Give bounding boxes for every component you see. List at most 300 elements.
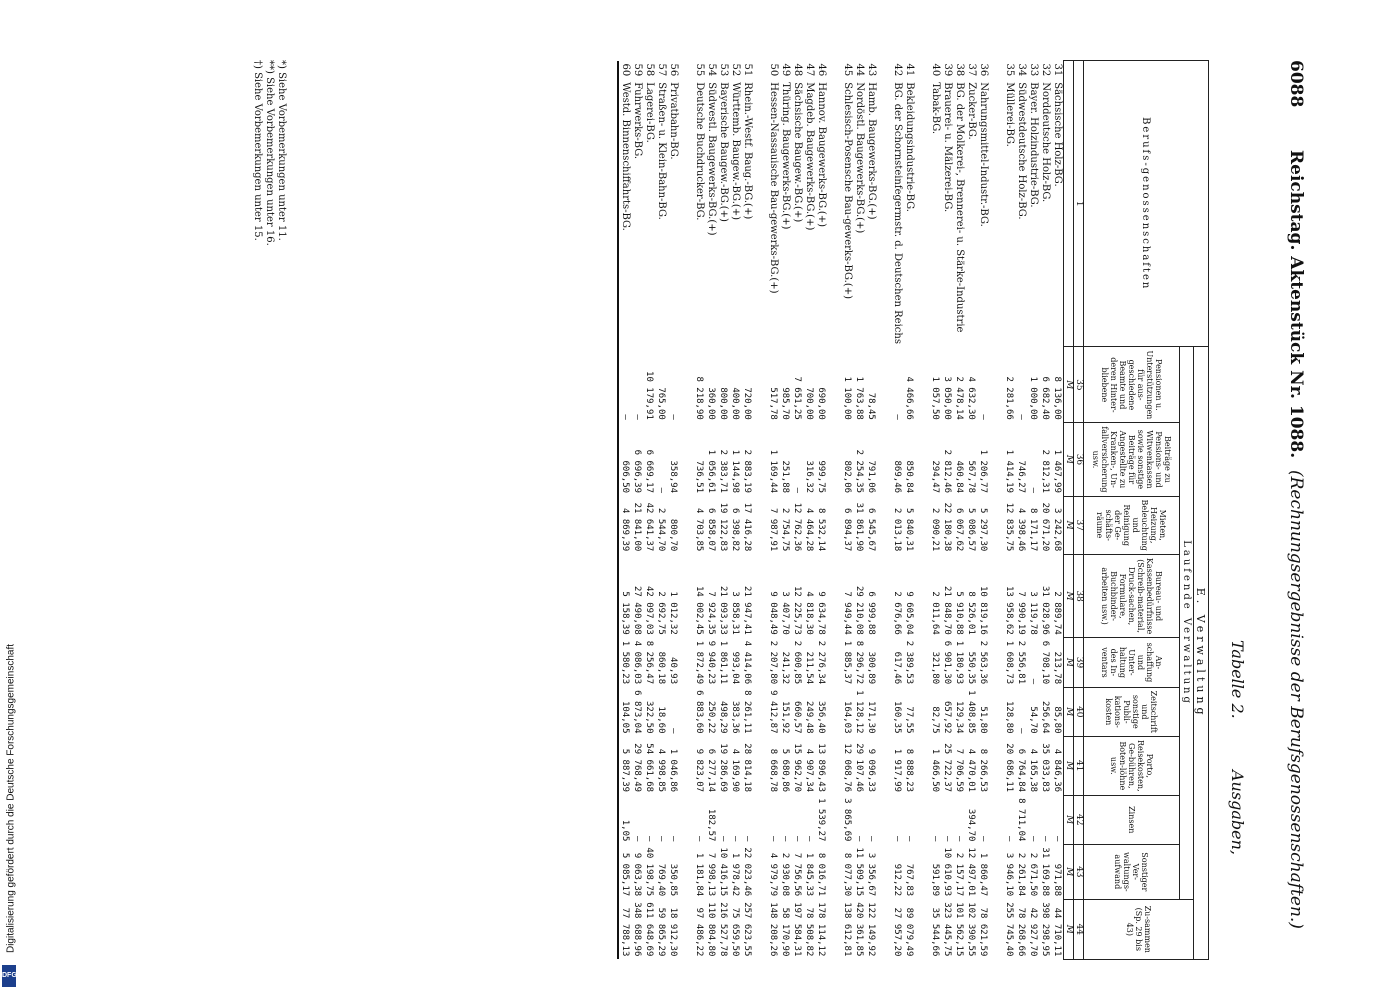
column-number-row — [1074, 61, 1084, 960]
value-cell: 171,30 — [866, 700, 876, 734]
column-number: 43 — [1074, 844, 1084, 899]
value-cell: 160,35 — [892, 700, 902, 734]
value-cell: — — [668, 414, 678, 420]
value-cell: 700,00 — [804, 387, 814, 420]
value-cell: 4 086,03 — [632, 640, 642, 685]
value-cell: — — [1028, 678, 1038, 685]
value-cell: — — [632, 836, 642, 842]
group-spacer — [753, 61, 767, 960]
row-name: Rhein.-Westf. Baug.-BG.(+) — [742, 82, 753, 220]
value-cell: 13 958,62 — [1004, 585, 1014, 635]
value-cell: 40 198,75 — [644, 847, 654, 897]
value-cell: 6 067,62 — [954, 508, 964, 552]
row-number: 38 — [954, 63, 965, 77]
row-number: 39 — [942, 63, 953, 77]
value-cell: — — [904, 836, 914, 842]
value-cell: 2 281,66 — [1004, 376, 1014, 420]
value-cell: 5 840,31 — [904, 508, 914, 552]
value-cell: 1 861,11 — [718, 640, 728, 685]
table-row — [1039, 61, 1051, 960]
group-spacer-cell — [915, 61, 929, 960]
row-number: 45 — [842, 63, 853, 77]
value-cell: 78 268,66 — [1016, 907, 1026, 957]
value-cell: 1 466,50 — [930, 748, 940, 793]
value-cell: 1 128,12 — [854, 690, 864, 734]
value-cell: 2 261,84 — [1016, 852, 1026, 897]
value-cell: 1 414,19 — [1004, 449, 1014, 494]
value-cell: 27 957,20 — [892, 907, 902, 957]
value-cell: 31 028,96 — [1040, 585, 1050, 635]
row-number: 33 — [1028, 63, 1039, 77]
table-row — [865, 61, 877, 960]
row-name: Norddeutsche Holz-BG. — [1040, 82, 1051, 203]
value-cell: 104,05 — [620, 700, 630, 734]
col-header-42: Zinsen — [1084, 795, 1180, 844]
table-row — [803, 61, 815, 960]
value-cell: 660,57 — [792, 700, 802, 734]
col-header-44: Zu-sammen (Sp. 29 bis 43) — [1084, 899, 1194, 959]
value-cell: 18 912,30 — [668, 907, 678, 957]
value-cell: 1 467,99 — [1052, 449, 1062, 494]
value-cell: 5 085,17 — [620, 852, 630, 897]
table-body — [615, 61, 1064, 960]
value-cell: 802,06 — [842, 460, 852, 494]
value-cell: 791,06 — [866, 460, 876, 494]
row-number: 32 — [1040, 63, 1051, 77]
value-cell: 360,00 — [706, 387, 716, 420]
value-cell: — — [978, 836, 988, 842]
row-number: 59 — [632, 63, 643, 77]
value-cell: 2 556,81 — [1016, 640, 1026, 685]
row-name: Deutsche Buchdrucker-BG. — [694, 82, 705, 221]
value-cell: — — [1004, 836, 1014, 842]
col-header-berufsgenossenschaften: Berufs-genossenschaften — [1084, 61, 1209, 347]
table-row — [655, 61, 667, 960]
row-name: BG. der Molkerei-, Brennerei- u. Stärke-Industrie — [954, 82, 965, 333]
value-cell: 7 706,59 — [954, 748, 964, 793]
value-cell: 8 668,78 — [768, 748, 778, 793]
footnotes — [251, 60, 287, 246]
value-cell: 128,80 — [1004, 700, 1014, 734]
value-cell: 736,51 — [694, 460, 704, 494]
table-bottom-rule-cell — [615, 61, 618, 960]
table-row — [1051, 61, 1064, 960]
value-cell: 12 835,75 — [1004, 502, 1014, 552]
value-cell: 1 056,61 — [706, 449, 716, 494]
value-cell: 350,85 — [668, 863, 678, 897]
table-header-row-1 — [1194, 61, 1209, 960]
value-cell: 323 445,75 — [942, 902, 952, 957]
row-name: Bayerische Baugew.-BG.(+) — [718, 82, 729, 222]
group-spacer — [679, 61, 693, 960]
value-cell: 164,03 — [842, 700, 852, 734]
value-cell: 4 398,46 — [1016, 508, 1026, 552]
value-cell: — — [656, 836, 666, 842]
row-number: 57 — [656, 63, 667, 77]
row-name: Schlesisch-Posensche Bau-gewerks-BG.(+) — [842, 82, 853, 300]
value-cell: 42 097,03 — [644, 585, 654, 635]
value-cell: 316,32 — [804, 460, 814, 494]
table-row — [767, 61, 779, 960]
value-cell: 8 256,47 — [644, 640, 654, 685]
row-number: 58 — [644, 63, 655, 77]
value-cell: 10 179,91 — [644, 371, 654, 420]
value-cell: 591,89 — [930, 863, 940, 897]
value-cell: 29 210,08 — [854, 585, 864, 635]
value-cell: 999,75 — [816, 460, 826, 494]
value-cell: 6 682,40 — [1040, 376, 1050, 420]
value-cell: — — [632, 414, 642, 420]
value-cell: 35 544,66 — [930, 907, 940, 957]
value-cell: 9 940,23 — [706, 640, 716, 685]
row-name: Hessen-Nassauische Bau-gewerks-BG.(+) — [768, 82, 779, 294]
value-cell: 27 490,08 — [632, 585, 642, 635]
unit-cell: M — [1064, 423, 1074, 496]
value-cell: 2 478,14 — [954, 376, 964, 420]
value-cell: 8 261,11 — [742, 690, 752, 734]
value-cell: 8 171,17 — [1028, 508, 1038, 552]
value-cell: 1 763,88 — [854, 376, 864, 420]
value-cell: 420 361,85 — [854, 902, 864, 957]
column-number: 39 — [1074, 638, 1084, 687]
value-cell: 213,78 — [1052, 651, 1062, 685]
col-header-40: Zeitschrift und sonstige Publi-kations-kosten — [1084, 687, 1180, 736]
value-cell: 800,70 — [668, 518, 678, 552]
group-spacer-cell — [679, 61, 693, 960]
value-cell: 8 888,23 — [904, 748, 914, 793]
publication-title: Reichstag. Aktenstück Nr. 1088. — [1286, 150, 1306, 459]
value-cell: 77 788,13 — [620, 907, 630, 957]
col-header-37: Mieten, Heizung, Beleuchtung und Reinigung der Ge-schäfts-räume — [1084, 496, 1180, 554]
row-number: 36 — [978, 63, 989, 77]
row-name: Thüring. Baugewerks-BG.(+) — [780, 82, 791, 230]
value-cell: 4 869,39 — [620, 508, 630, 552]
value-cell: 21 841,00 — [632, 502, 642, 552]
value-cell: 12 497,01 — [966, 847, 976, 897]
value-cell: 1 012,32 — [668, 591, 678, 635]
value-cell: — — [792, 487, 802, 494]
value-cell: 3 050,00 — [942, 376, 952, 420]
value-cell: 356,40 — [816, 700, 826, 734]
row-name: Magdeb. Baugewerks-BG.(+) — [804, 82, 815, 231]
value-cell: 251,88 — [780, 460, 790, 494]
table-row — [815, 61, 827, 960]
value-cell: 9 048,49 — [768, 591, 778, 635]
value-cell: 850,84 — [904, 460, 914, 494]
value-cell: 720,00 — [742, 387, 752, 420]
row-number: 54 — [706, 63, 717, 77]
row-name: Bekleidungsindustrie-BG. — [904, 82, 915, 212]
row-name: Brauerei- u. Mälzerei-BG. — [942, 82, 953, 213]
value-cell: 25 722,37 — [942, 743, 952, 793]
row-number: 42 — [892, 63, 903, 77]
value-cell: 4 414,06 — [742, 640, 752, 685]
row-name: Privatbahn-BG. — [668, 82, 679, 160]
value-cell: 1 860,47 — [978, 852, 988, 897]
value-cell: 460,84 — [954, 460, 964, 494]
value-cell: 4 470,01 — [966, 748, 976, 793]
value-cell: 3 407,70 — [780, 591, 790, 635]
row-name: Südwestdeutsche Holz-BG. — [1016, 82, 1027, 220]
value-cell: 257 623,55 — [742, 902, 752, 957]
value-cell: 82,75 — [930, 706, 940, 734]
value-cell: 1 144,98 — [730, 449, 740, 494]
value-cell: — — [930, 836, 940, 842]
value-cell: — — [1052, 836, 1062, 842]
value-cell: 4 907,34 — [804, 748, 814, 793]
row-name: Nordöstl. Baugewerks-BG.(+) — [854, 82, 865, 234]
value-cell: 2 544,70 — [656, 508, 666, 552]
row-number: 47 — [804, 63, 815, 77]
value-cell: 869,46 — [892, 460, 902, 494]
value-cell: 6 277,14 — [706, 748, 716, 793]
value-cell: — — [866, 836, 876, 842]
value-cell: 7 949,44 — [842, 591, 852, 635]
value-cell: 2 889,74 — [1052, 591, 1062, 635]
group-spacer-cell — [753, 61, 767, 960]
value-cell: 606,50 — [620, 460, 630, 494]
row-number: 48 — [792, 63, 803, 77]
value-cell: 6 545,67 — [866, 508, 876, 552]
value-cell: 78 508,82 — [804, 907, 814, 957]
value-cell: 14 002,45 — [694, 585, 704, 635]
value-cell: 2 600,85 — [792, 640, 802, 685]
value-cell: 1 181,84 — [694, 852, 704, 897]
value-cell: 77,55 — [904, 706, 914, 734]
value-cell: 8 077,30 — [842, 852, 852, 897]
row-name: Fuhrwerks-BG. — [632, 82, 643, 160]
value-cell: 7 998,13 — [706, 852, 716, 897]
table-row — [643, 61, 655, 960]
value-cell: 10 610,93 — [942, 847, 952, 897]
value-cell: 5 910,88 — [954, 591, 964, 635]
row-name: Nahrungsmittel-Industr.-BG. — [978, 82, 989, 227]
value-cell: — — [730, 836, 740, 842]
value-cell: 12 762,36 — [792, 502, 802, 552]
unit-row — [1064, 61, 1074, 960]
column-number: 44 — [1074, 899, 1084, 959]
value-cell: 21 947,41 — [742, 585, 752, 635]
value-cell: 10 416,15 — [718, 847, 728, 897]
value-cell: 40,93 — [668, 657, 678, 685]
value-cell: 517,78 — [768, 387, 778, 420]
value-cell: 1 885,37 — [842, 640, 852, 685]
value-cell: 110 804,80 — [706, 902, 716, 957]
table-row — [631, 61, 643, 960]
value-cell: — — [694, 836, 704, 842]
value-cell: 5 887,39 — [620, 748, 630, 793]
row-name: BG. der Schornsteinfegermstr. d. Deutschen Reichs — [892, 82, 903, 344]
value-cell: 78,45 — [866, 392, 876, 420]
value-cell: 1,05 — [620, 819, 630, 842]
group-spacer — [877, 61, 891, 960]
dfg-logo: DFG — [2, 965, 16, 987]
value-cell: 148 208,26 — [768, 902, 778, 957]
value-cell: 4 632,30 — [966, 376, 976, 420]
value-cell: 6 901,30 — [942, 640, 952, 685]
column-number: 35 — [1074, 347, 1084, 423]
value-cell: 7 756,56 — [792, 852, 802, 897]
value-cell: 2 812,46 — [942, 449, 952, 494]
value-cell: 567,78 — [966, 460, 976, 494]
value-cell: 178 114,12 — [816, 902, 826, 957]
group-spacer-cell — [989, 61, 1003, 960]
value-cell: 2 389,53 — [904, 640, 914, 685]
value-cell: 250,22 — [706, 700, 716, 734]
value-cell: 2 676,66 — [892, 591, 902, 635]
table-row — [953, 61, 965, 960]
value-cell: 617,46 — [892, 651, 902, 685]
value-cell: 21 093,33 — [718, 585, 728, 635]
value-cell: 394,70 — [966, 808, 976, 842]
value-cell: 4 466,66 — [904, 376, 914, 420]
row-number: 51 — [742, 63, 753, 77]
value-cell: 765,00 — [656, 387, 666, 420]
row-name: Müllerei-BG. — [1004, 82, 1015, 147]
row-number: 40 — [930, 63, 941, 77]
value-cell: — — [892, 414, 902, 420]
value-cell: 8 218,90 — [694, 376, 704, 420]
table-row — [729, 61, 741, 960]
value-cell: — — [656, 487, 666, 494]
value-cell: 20 671,20 — [1040, 502, 1050, 552]
value-cell: 4 979,79 — [768, 852, 778, 897]
group-spacer-cell — [827, 61, 841, 960]
value-cell: 15 962,70 — [792, 743, 802, 793]
value-cell: 216 527,78 — [718, 902, 728, 957]
table-row — [741, 61, 753, 960]
value-cell: 19 122,83 — [718, 502, 728, 552]
row-number: 44 — [854, 63, 865, 77]
value-cell: 8 296,72 — [854, 640, 864, 685]
value-cell: 800,00 — [718, 387, 728, 420]
table-row — [667, 61, 679, 960]
value-cell: 8 711,04 — [1016, 798, 1026, 842]
value-cell: — — [620, 414, 630, 420]
group-spacer — [989, 61, 1003, 960]
value-cell: 2 254,35 — [854, 449, 864, 494]
value-cell: 690,00 — [816, 387, 826, 420]
value-cell: 2 011,64 — [930, 591, 940, 635]
row-number: 52 — [730, 63, 741, 77]
unit-cell: M — [1064, 554, 1074, 637]
value-cell: 22 180,38 — [942, 502, 952, 552]
value-cell: — — [892, 836, 902, 842]
value-cell: — — [1016, 728, 1026, 734]
unit-cell-blank — [1064, 61, 1074, 347]
row-name: Lagerei-BG. — [644, 82, 655, 143]
value-cell: 54,70 — [1028, 706, 1038, 734]
footnote: *) Siehe Vorbemerkungen unter 11. — [276, 60, 287, 241]
table-row — [1015, 61, 1027, 960]
value-cell: — — [942, 836, 952, 842]
row-name: Württemb. Baugew.-BG.(+) — [730, 82, 741, 221]
col-header-41: Porto, Reisekosten, Ge-bühren, Boten-löhne usw. — [1084, 737, 1180, 796]
unit-cell: M — [1064, 638, 1074, 687]
value-cell: 8 136,00 — [1052, 376, 1062, 420]
value-cell: — — [854, 836, 864, 842]
value-cell: 8 526,01 — [966, 591, 976, 635]
table-row — [717, 61, 729, 960]
value-cell: 13 896,43 — [816, 743, 826, 793]
value-cell: 102 390,55 — [966, 902, 976, 957]
value-cell: 348 688,96 — [632, 902, 642, 957]
value-cell: 6 398,82 — [730, 508, 740, 552]
row-number: 35 — [1004, 63, 1015, 77]
row-name: Sächsische Baugew.-BG.(+) — [792, 82, 803, 223]
value-cell: 2 754,75 — [780, 508, 790, 552]
value-cell: 122 149,92 — [866, 902, 876, 957]
value-cell: 4 703,85 — [694, 508, 704, 552]
value-cell: — — [668, 728, 678, 734]
value-cell: 1 408,85 — [966, 690, 976, 734]
table-row — [1003, 61, 1015, 960]
value-cell: 58 170,90 — [780, 907, 790, 957]
row-name: Bayer. Holzindustrie-BG. — [1028, 82, 1039, 208]
value-cell: 44 710,11 — [1052, 907, 1062, 957]
value-cell: 9 412,87 — [768, 690, 778, 734]
value-cell: 249,48 — [804, 700, 814, 734]
value-cell: — — [668, 836, 678, 842]
value-cell: 550,35 — [966, 651, 976, 685]
value-cell: 12 225,73 — [792, 585, 802, 635]
value-cell: 5 086,57 — [966, 508, 976, 552]
value-cell: 2 883,19 — [742, 449, 752, 494]
value-cell: 1 180,93 — [954, 640, 964, 685]
value-cell: 5 680,86 — [780, 748, 790, 793]
row-number: 60 — [620, 63, 631, 77]
value-cell: 6 708,10 — [1040, 640, 1050, 685]
value-cell: 657,92 — [942, 700, 952, 734]
admin-header: E. Verwaltung — [1194, 347, 1209, 959]
col-header-38: Bureau- und Kassenbedürfnisse (Schreib-material, Druck-sachen, Formulare, Buchbinder-arbeiten usw.) — [1084, 554, 1180, 637]
value-cell: 2 013,18 — [892, 508, 902, 552]
value-cell: 985,70 — [780, 387, 790, 420]
value-cell: 2 930,08 — [780, 852, 790, 897]
value-cell: 383,36 — [730, 700, 740, 734]
value-cell: 1 100,00 — [842, 376, 852, 420]
table-row — [791, 61, 803, 960]
section-title: Ausgaben, — [1228, 770, 1247, 855]
value-cell: 1 917,99 — [892, 748, 902, 793]
table-row — [929, 61, 941, 960]
value-cell: 912,22 — [892, 863, 902, 897]
value-cell: 2 812,31 — [1040, 449, 1050, 494]
value-cell: 11 509,15 — [854, 847, 864, 897]
value-cell: 54 661,68 — [644, 743, 654, 793]
value-cell: 2 563,36 — [978, 640, 988, 685]
value-cell: — — [1028, 836, 1038, 842]
row-name: Hamb. Baugewerks-BG.(+) — [866, 82, 877, 220]
value-cell: 3 356,67 — [866, 852, 876, 897]
col-header-35: Pensionen u. Unterstützungen für aus-geschiedene Beamte und deren Hinter-bliebene — [1084, 347, 1180, 423]
value-cell: — — [742, 836, 752, 842]
value-cell: 8 266,53 — [978, 748, 988, 793]
value-cell: 5 158,39 — [620, 591, 630, 635]
row-name: Sächsische Holz-BG. — [1052, 82, 1063, 187]
unit-cell: M — [1064, 496, 1074, 554]
table-row — [693, 61, 705, 960]
admin-sub-header: Laufende Verwaltung — [1180, 347, 1194, 899]
page-subject: (Rechnungsergebnisse der Berufsgenossenschaften.) — [1286, 470, 1306, 929]
value-cell: 294,47 — [930, 460, 940, 494]
row-name: Südwestl. Baugewerks-BG.(+) — [706, 82, 717, 236]
value-cell: 8 532,14 — [816, 508, 826, 552]
unit-cell: M — [1064, 737, 1074, 796]
table-row — [841, 61, 853, 960]
value-cell: 4 464,28 — [804, 508, 814, 552]
value-cell: 256,64 — [1040, 700, 1050, 734]
